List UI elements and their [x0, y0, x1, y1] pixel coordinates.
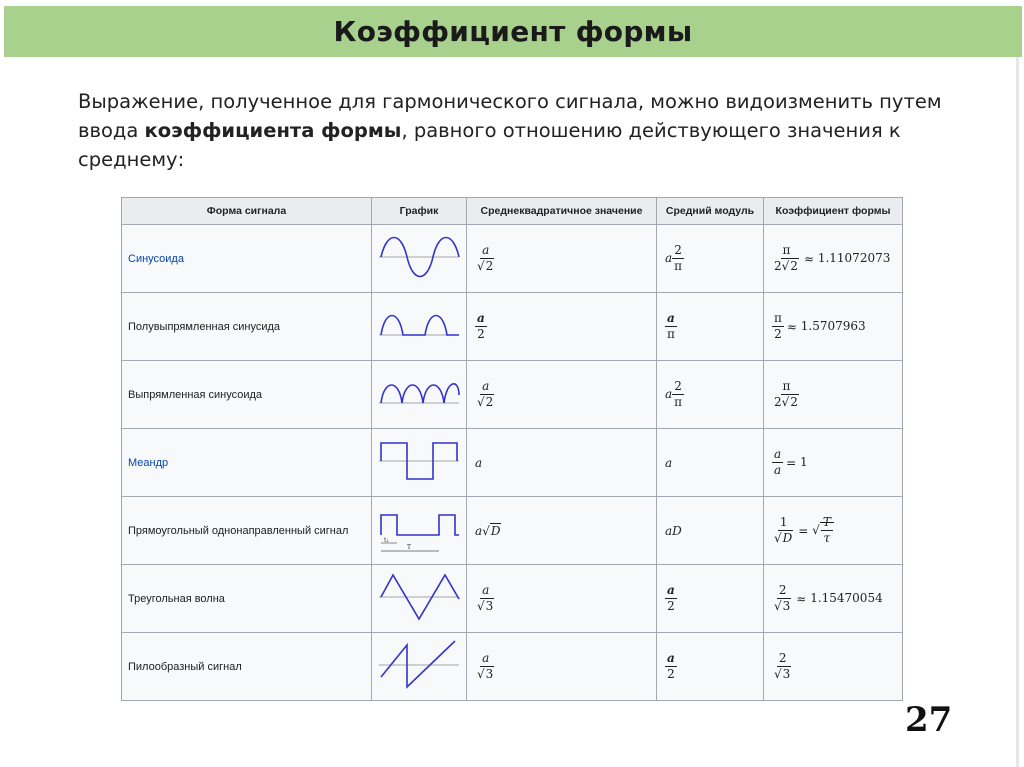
form-factor-formula: $\frac{\pi}{2√2}$: [764, 361, 903, 429]
pulse-wave-icon: [377, 501, 461, 557]
rms-formula: $\frac{a}{√2}$: [467, 225, 657, 293]
header-mean-abs: Средний модуль: [657, 198, 764, 225]
form-factor-formula: $\frac{1}{√D}$ = √ $\frac{T}{\tau}$: [764, 497, 903, 565]
row-graph: [372, 497, 467, 565]
svg-text:t₁: t₁: [384, 537, 389, 544]
mean-formula: $\frac{a}{2}$: [657, 565, 764, 633]
row-name: Выпрямленная синусоида: [122, 361, 372, 429]
rms-formula: $\frac{a}{2}$: [467, 293, 657, 361]
row-graph: [372, 429, 467, 497]
sine-wave-icon: [377, 229, 461, 285]
square-wave-icon: [377, 433, 461, 489]
rms-formula: $\frac{a}{√3}$: [467, 633, 657, 701]
row-graph: [372, 225, 467, 293]
table-row: [122, 565, 903, 633]
row-graph: [372, 633, 467, 701]
table-row: [122, 497, 903, 565]
half-rectified-sine-icon: [377, 297, 461, 353]
page-number: 27: [905, 700, 953, 740]
row-name: Прямоугольный однонаправленный сигнал: [122, 497, 372, 565]
mean-formula: a $\frac{2}{\pi}$: [657, 361, 764, 429]
intro-text-2: , равного отношению действующего значения к среднему:: [78, 119, 901, 171]
form-factor-formula: $\frac{2}{√3}$ ≈ 1.15470054: [764, 565, 903, 633]
rms-formula: a√D: [467, 497, 657, 565]
form-factor-formula: $\frac{2}{√3}$: [764, 633, 903, 701]
row-name-link[interactable]: Синусоида: [122, 225, 372, 293]
intro-bold-term: коэффициента формы: [144, 119, 402, 142]
row-name: Пилообразный сигнал: [122, 633, 372, 701]
header-form: Форма сигнала: [122, 198, 372, 225]
row-name: Треугольная волна: [122, 565, 372, 633]
mean-formula: a: [657, 429, 764, 497]
table-header-row: [122, 198, 903, 225]
row-graph: [372, 361, 467, 429]
rms-formula: a: [467, 429, 657, 497]
intro-paragraph: [78, 87, 958, 174]
right-border: [1016, 57, 1019, 767]
slide-title: Коэффициент формы: [333, 15, 693, 48]
waveform-table: [121, 197, 903, 701]
header-form-factor: Коэффициент формы: [764, 198, 903, 225]
mean-formula: a $\frac{2}{\pi}$: [657, 225, 764, 293]
row-name: Полувыпрямленная синусида: [122, 293, 372, 361]
sawtooth-wave-icon: [377, 637, 461, 693]
table-row: [122, 293, 903, 361]
header-rms: Среднеквадратичное значение: [467, 198, 657, 225]
intro-text-1: Выражение, полученное для гармонического сигнала, можно видоизменить путем ввода: [78, 90, 942, 142]
svg-text:T: T: [407, 544, 412, 551]
form-factor-formula: $\frac{\pi}{2}$ ≈ 1.5707963: [764, 293, 903, 361]
table-row: [122, 361, 903, 429]
title-bar: [4, 6, 1022, 57]
mean-formula: $\frac{a}{\pi}$: [657, 293, 764, 361]
rms-formula: $\frac{a}{√3}$: [467, 565, 657, 633]
full-rectified-sine-icon: [377, 365, 461, 421]
table-row: [122, 429, 903, 497]
header-graph: График: [372, 198, 467, 225]
rms-formula: $\frac{a}{√2}$: [467, 361, 657, 429]
table-row: [122, 633, 903, 701]
triangle-wave-icon: [377, 569, 461, 625]
form-factor-formula: $\frac{\pi}{2√2}$ ≈ 1.11072073: [764, 225, 903, 293]
form-factor-formula: $\frac{a}{a}$ = 1: [764, 429, 903, 497]
row-graph: [372, 293, 467, 361]
row-graph: [372, 565, 467, 633]
row-name-link[interactable]: Меандр: [122, 429, 372, 497]
table-row: [122, 225, 903, 293]
waveform-table-wrap: [121, 197, 902, 701]
mean-formula: $\frac{a}{2}$: [657, 633, 764, 701]
mean-formula: aD: [657, 497, 764, 565]
